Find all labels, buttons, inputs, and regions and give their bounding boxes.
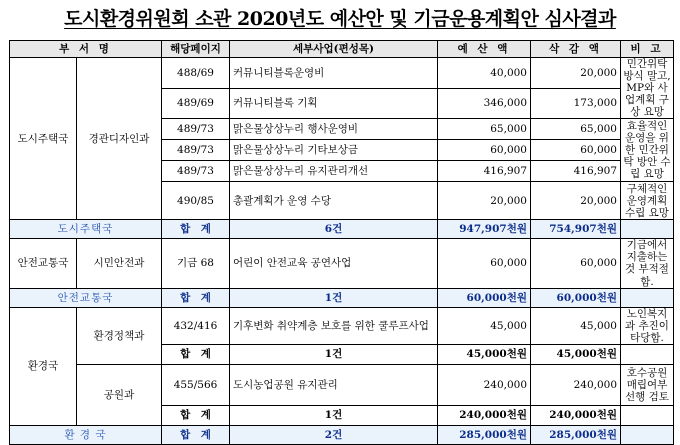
subtotal-cut: 240,000천원 — [531, 405, 621, 425]
note-cell: 민간위탁방식 말고, MP와 사업계획 구상 요망 — [621, 58, 674, 119]
total-cut: 285,000천원 — [531, 425, 621, 444]
total-label: 합 계 — [162, 425, 230, 444]
cut-cell: 60,000 — [531, 239, 621, 288]
subtotal-label: 합 계 — [162, 344, 230, 364]
total-row — [10, 220, 674, 239]
dept-cell: 안전교통국 — [10, 239, 77, 288]
budget-cell: 40,000 — [438, 58, 531, 89]
header-cut: 삭 감 액 — [531, 41, 621, 58]
budget-cell: 346,000 — [438, 88, 531, 119]
page-cell: 455/566 — [162, 364, 230, 405]
total-budget: 947,907천원 — [438, 220, 531, 239]
subtotal-label: 합 계 — [162, 405, 230, 425]
cut-cell: 20,000 — [531, 58, 621, 89]
total-row — [10, 425, 674, 444]
table-row — [10, 239, 674, 288]
total-label: 합 계 — [162, 288, 230, 307]
budget-cell: 60,000 — [438, 140, 531, 161]
note-cell: 구체적인 운영계획 수립 요망 — [621, 182, 674, 220]
item-cell: 총괄계획가 운영 수당 — [230, 182, 438, 220]
budget-cell: 65,000 — [438, 119, 531, 140]
total-dept-label: 안전교통국 — [10, 288, 162, 307]
dept-cell: 도시주택국 — [10, 58, 77, 220]
item-cell: 커뮤니티블록 기획 — [230, 88, 438, 119]
cut-cell: 240,000 — [531, 364, 621, 405]
total-label: 합 계 — [162, 220, 230, 239]
page-cell: 489/73 — [162, 119, 230, 140]
subtotal-budget: 45,000천원 — [438, 344, 531, 364]
cut-cell: 20,000 — [531, 182, 621, 220]
subtotal-budget: 240,000천원 — [438, 405, 531, 425]
total-dept-label: 도시주택국 — [10, 220, 162, 239]
budget-cell: 416,907 — [438, 161, 531, 182]
budget-cell: 60,000 — [438, 239, 531, 288]
page-cell: 432/416 — [162, 307, 230, 344]
total-count: 1건 — [230, 288, 438, 307]
page-cell: 489/69 — [162, 88, 230, 119]
total-row — [10, 288, 674, 307]
page-cell: 489/73 — [162, 140, 230, 161]
header-row — [10, 41, 674, 58]
note-cell: 효율적인 운영을 위한 민간위탁 방안 수립 요망 — [621, 119, 674, 182]
page-cell: 기금 68 — [162, 239, 230, 288]
total-cut: 754,907천원 — [531, 220, 621, 239]
subtotal-count: 1건 — [230, 405, 438, 425]
header-item: 세부사업(편성목) — [230, 41, 438, 58]
cut-cell: 65,000 — [531, 119, 621, 140]
item-cell: 기후변화 취약계층 보호를 위한 쿨루프사업 — [230, 307, 438, 344]
total-count: 6건 — [230, 220, 438, 239]
budget-cell: 45,000 — [438, 307, 531, 344]
note-cell: 기금에서 지출하는 것 부적절함. — [621, 239, 674, 288]
header-dept: 부 서 명 — [10, 41, 162, 58]
page-title: 도시환경위원회 소관 2020년도 예산안 및 기금운용계획안 심사결과 — [64, 8, 616, 30]
total-note — [621, 425, 674, 444]
header-note: 비 고 — [621, 41, 674, 58]
total-count: 2건 — [230, 425, 438, 444]
cut-cell: 60,000 — [531, 140, 621, 161]
division-cell: 공원과 — [77, 364, 162, 425]
subtotal-cut: 45,000천원 — [531, 344, 621, 364]
total-budget: 285,000천원 — [438, 425, 531, 444]
subtotal-note — [621, 344, 674, 364]
subtotal-note — [621, 405, 674, 425]
item-cell: 맑은물상상누리 기타보상금 — [230, 140, 438, 161]
note-cell: 노인복지과 추진이 타당함. — [621, 307, 674, 344]
page-cell: 489/73 — [162, 161, 230, 182]
header-page: 해당페이지 — [162, 41, 230, 58]
page-cell: 488/69 — [162, 58, 230, 89]
item-cell: 도시농업공원 유지관리 — [230, 364, 438, 405]
table-row — [10, 307, 674, 344]
note-cell: 호수공원 매립여부 선행 검토 — [621, 364, 674, 405]
total-budget: 60,000천원 — [438, 288, 531, 307]
total-cut: 60,000천원 — [531, 288, 621, 307]
table-row — [10, 364, 674, 405]
division-cell: 환경정책과 — [77, 307, 162, 364]
total-note — [621, 220, 674, 239]
item-cell: 맑은물상상누리 유지관리개선 — [230, 161, 438, 182]
budget-cell: 240,000 — [438, 364, 531, 405]
item-cell: 맑은물상상누리 행사운영비 — [230, 119, 438, 140]
cut-cell: 45,000 — [531, 307, 621, 344]
dept-cell: 환경국 — [10, 307, 77, 425]
item-cell: 어린이 안전교육 공연사업 — [230, 239, 438, 288]
budget-cell: 20,000 — [438, 182, 531, 220]
total-dept-label: 환 경 국 — [10, 425, 162, 444]
total-note — [621, 288, 674, 307]
header-budget: 예 산 액 — [438, 41, 531, 58]
page-cell: 490/85 — [162, 182, 230, 220]
item-cell: 커뮤니티블록운영비 — [230, 58, 438, 89]
cut-cell: 173,000 — [531, 88, 621, 119]
subtotal-count: 1건 — [230, 344, 438, 364]
table-row — [10, 58, 674, 89]
cut-cell: 416,907 — [531, 161, 621, 182]
review-results-table — [9, 40, 674, 445]
division-cell: 시민안전과 — [77, 239, 162, 288]
division-cell: 경관디자인과 — [77, 58, 162, 220]
